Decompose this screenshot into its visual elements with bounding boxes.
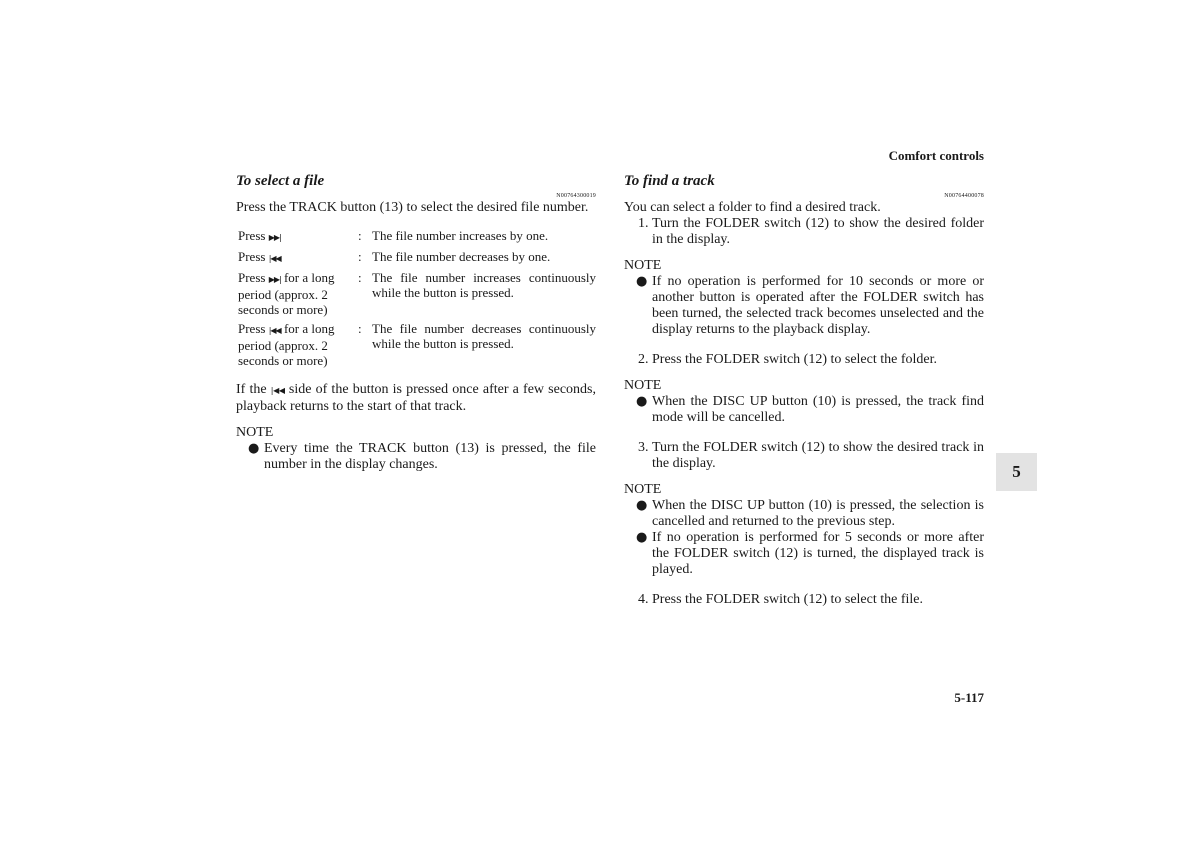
section-title: To find a track	[624, 173, 715, 189]
note-bullet	[624, 498, 984, 530]
row-description: The file number increases continuously while the button is pressed.	[372, 270, 596, 300]
previous-track-icon: |◀◀	[270, 386, 285, 395]
colon: :	[358, 249, 362, 264]
note-text: When the DISC UP button (10) is pressed, the selection is cancelled and returned to the previous step.	[652, 498, 984, 529]
next-track-icon: ▶▶|	[268, 233, 281, 242]
step-number: 1.	[638, 216, 649, 231]
section-title: To select a file	[236, 173, 325, 189]
step-number: 2.	[638, 352, 649, 367]
previous-track-icon: |◀◀	[268, 326, 281, 335]
row-label-prefix: Press	[238, 270, 269, 285]
note-bullet	[624, 274, 984, 338]
bullet-icon: ●	[636, 498, 648, 513]
row-description: The file number increases by one.	[372, 228, 549, 243]
colon: :	[358, 270, 362, 285]
step-item	[624, 352, 984, 368]
doc-code: N00764300019	[556, 193, 596, 199]
row-description: The file number decreases continuously while the button is pressed.	[372, 321, 596, 351]
colon: :	[358, 321, 362, 336]
step-text: Turn the FOLDER switch (12) to show the desired folder in the display.	[652, 216, 984, 247]
step-item	[624, 440, 984, 472]
row-label-suffix: for a long period (approx. 2 seconds or more)	[238, 270, 335, 317]
step-item	[624, 216, 984, 248]
bullet-icon: ●	[636, 274, 648, 289]
step-text: Press the FOLDER switch (12) to select the file.	[652, 592, 924, 607]
section-select-file	[236, 172, 596, 473]
intro-text: You can select a folder to find a desired track.	[624, 200, 881, 215]
note-text: When the DISC UP button (10) is pressed, the track find mode will be cancelled.	[652, 394, 984, 425]
function-table	[238, 228, 596, 372]
row-label-suffix: for a long period (approx. 2 seconds or more)	[238, 321, 335, 368]
note-bullet	[236, 441, 596, 473]
note-label: NOTE	[624, 378, 662, 393]
note-bullet	[624, 394, 984, 426]
table-row	[238, 321, 596, 372]
next-track-icon: ▶▶|	[268, 275, 281, 284]
step-number: 4.	[638, 592, 649, 607]
row-label-prefix: Press	[238, 321, 269, 336]
doc-code: N00764400078	[944, 193, 984, 199]
step-text: Press the FOLDER switch (12) to select the folder.	[652, 352, 938, 367]
note-label: NOTE	[236, 425, 274, 440]
row-label-prefix: Press	[238, 249, 269, 264]
after-text	[236, 382, 596, 415]
step-item	[624, 592, 984, 608]
table-row	[238, 228, 596, 249]
page-number: 5-117	[954, 690, 984, 705]
note-text: Every time the TRACK button (13) is pressed, the file number in the display changes.	[264, 441, 596, 472]
intro-text: Press the TRACK button (13) to select the desired file number.	[236, 200, 589, 215]
step-number: 3.	[638, 440, 649, 455]
note-text: If no operation is performed for 10 seconds or more or another button is operated after the FOLDER switch has been turned, the selected track becomes unselected and the display returns to the playback display.	[652, 274, 984, 337]
bullet-icon: ●	[636, 394, 648, 409]
row-label-prefix: Press	[238, 228, 269, 243]
running-header: Comfort controls	[888, 148, 984, 163]
chapter-tab: 5	[996, 453, 1037, 491]
colon: :	[358, 228, 362, 243]
row-description: The file number decreases by one.	[372, 249, 551, 264]
bullet-icon: ●	[636, 530, 648, 545]
bullet-icon: ●	[248, 441, 260, 456]
note-label: NOTE	[624, 482, 662, 497]
previous-track-icon: |◀◀	[268, 254, 281, 263]
note-text: If no operation is performed for 5 seconds or more after the FOLDER switch (12) is turned, the displayed track is played.	[652, 530, 984, 577]
after-text-prefix: If the	[236, 382, 271, 397]
step-text: Turn the FOLDER switch (12) to show the desired track in the display.	[652, 440, 984, 471]
table-row	[238, 249, 596, 270]
note-label: NOTE	[624, 258, 662, 273]
note-bullet	[624, 530, 984, 578]
after-text-suffix: side of the button is pressed once after a few seconds, playback returns to the start of that track.	[236, 382, 596, 414]
table-row	[238, 270, 596, 321]
section-find-track	[624, 172, 984, 608]
